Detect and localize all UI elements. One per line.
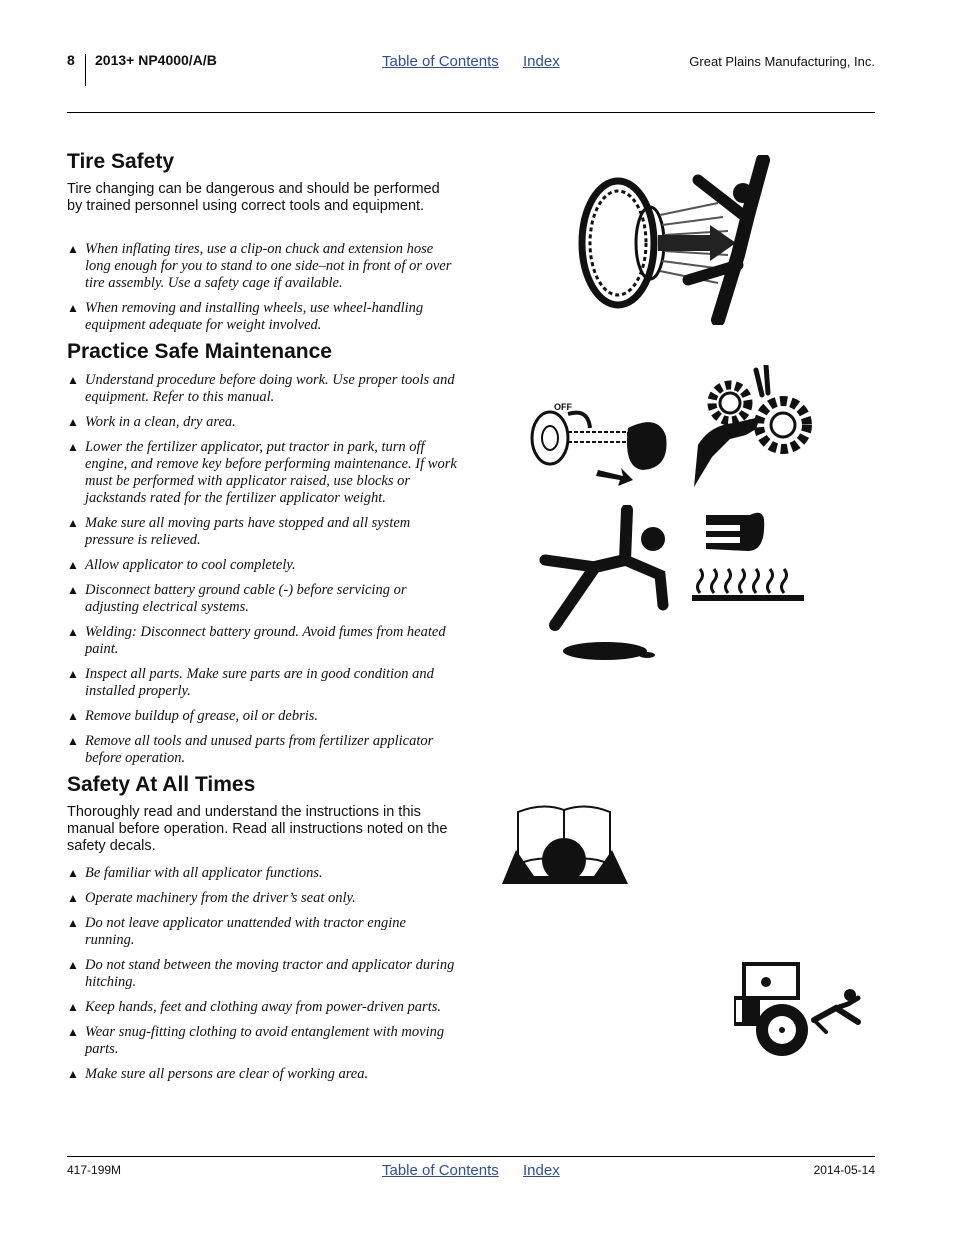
tractor-runover-icon [730, 960, 865, 1060]
header-rule [67, 112, 875, 113]
key-off-label: OFF [554, 402, 572, 412]
header-divider [85, 54, 86, 86]
maintenance-list [67, 372, 459, 775]
list-item: ▲ Do not leave applicator unattended with tractor engine running. [67, 915, 459, 949]
list-item: ▲ Do not stand between the moving tractor and applicator during hitching. [67, 957, 459, 991]
list-item: ▲ Keep hands, feet and clothing away from power-driven parts. [67, 999, 459, 1016]
hot-surface-icon [690, 505, 808, 605]
tire-safety-intro: Tire changing can be dangerous and should be performed by trained personnel using correct tools and equipment. [67, 181, 440, 214]
doc-number: 417-199M [67, 1163, 122, 1177]
page-number: 8 [67, 52, 75, 68]
list-item: ▲ Remove all tools and unused parts from fertilizer applicator before operation. [67, 733, 459, 767]
list-item: ▲ Disconnect battery ground cable (-) before servicing or adjusting electrical systems. [67, 582, 459, 616]
list-item: ▲ Work in a clean, dry area. [67, 414, 459, 431]
company-name: Great Plains Manufacturing, Inc. [689, 54, 875, 69]
tire-safety-heading: Tire Safety [67, 150, 174, 173]
maintenance-heading: Practice Safe Maintenance [67, 340, 332, 363]
list-item: ▲ Make sure all moving parts have stopped and all system pressure is relieved. [67, 515, 459, 549]
footer-index-link[interactable]: Index [523, 1162, 560, 1179]
header-index-link[interactable]: Index [523, 53, 560, 70]
list-item: ▲ Operate machinery from the driver’s seat only. [67, 890, 459, 907]
list-item: ▲ Lower the fertilizer applicator, put tractor in park, turn off engine, and remove key before performing maintenance. If work must be performed with applicator raised, use blocks or jackstands rated for the fertilizer applicator weight. [67, 439, 459, 507]
model-title: 2013+ NP4000/A/B [95, 52, 217, 68]
list-item: ▲ When removing and installing wheels, use wheel-handling equipment adequate for weight involved. [67, 300, 459, 334]
slip-hazard-icon [535, 505, 675, 665]
list-item: ▲ Understand procedure before doing work. Use proper tools and equipment. Refer to this manual. [67, 372, 459, 406]
footer-rule [67, 1156, 875, 1157]
tire-safety-list [67, 241, 459, 342]
list-item: ▲ Wear snug-fitting clothing to avoid entanglement with moving parts. [67, 1024, 459, 1058]
key-off-icon [528, 398, 673, 490]
list-item: ▲ Make sure all persons are clear of working area. [67, 1066, 459, 1083]
read-manual-icon [498, 800, 633, 895]
safety-all-times-list [67, 865, 459, 1091]
publication-date: 2014-05-14 [813, 1163, 875, 1177]
list-item: ▲ When inflating tires, use a clip-on chuck and extension hose long enough for you to stand to one side–not in front of or over tire assembly. Use a safety cage if available. [67, 241, 459, 292]
list-item: ▲ Allow applicator to cool completely. [67, 557, 459, 574]
footer-toc-link[interactable]: Table of Contents [382, 1162, 499, 1179]
tire-explosion-icon [578, 155, 773, 325]
header-toc-link[interactable]: Table of Contents [382, 53, 499, 70]
safety-all-times-intro: Thoroughly read and understand the instructions in this manual before operation. Read all instructions noted on the safety decals. [67, 804, 448, 854]
safety-all-times-heading: Safety At All Times [67, 773, 256, 796]
list-item: ▲ Welding: Disconnect battery ground. Avoid fumes from heated paint. [67, 624, 459, 658]
list-item: ▲ Be familiar with all applicator functions. [67, 865, 459, 882]
list-item: ▲ Inspect all parts. Make sure parts are in good condition and installed properly. [67, 666, 459, 700]
gear-entanglement-icon [690, 365, 818, 487]
list-item: ▲ Remove buildup of grease, oil or debris. [67, 708, 459, 725]
